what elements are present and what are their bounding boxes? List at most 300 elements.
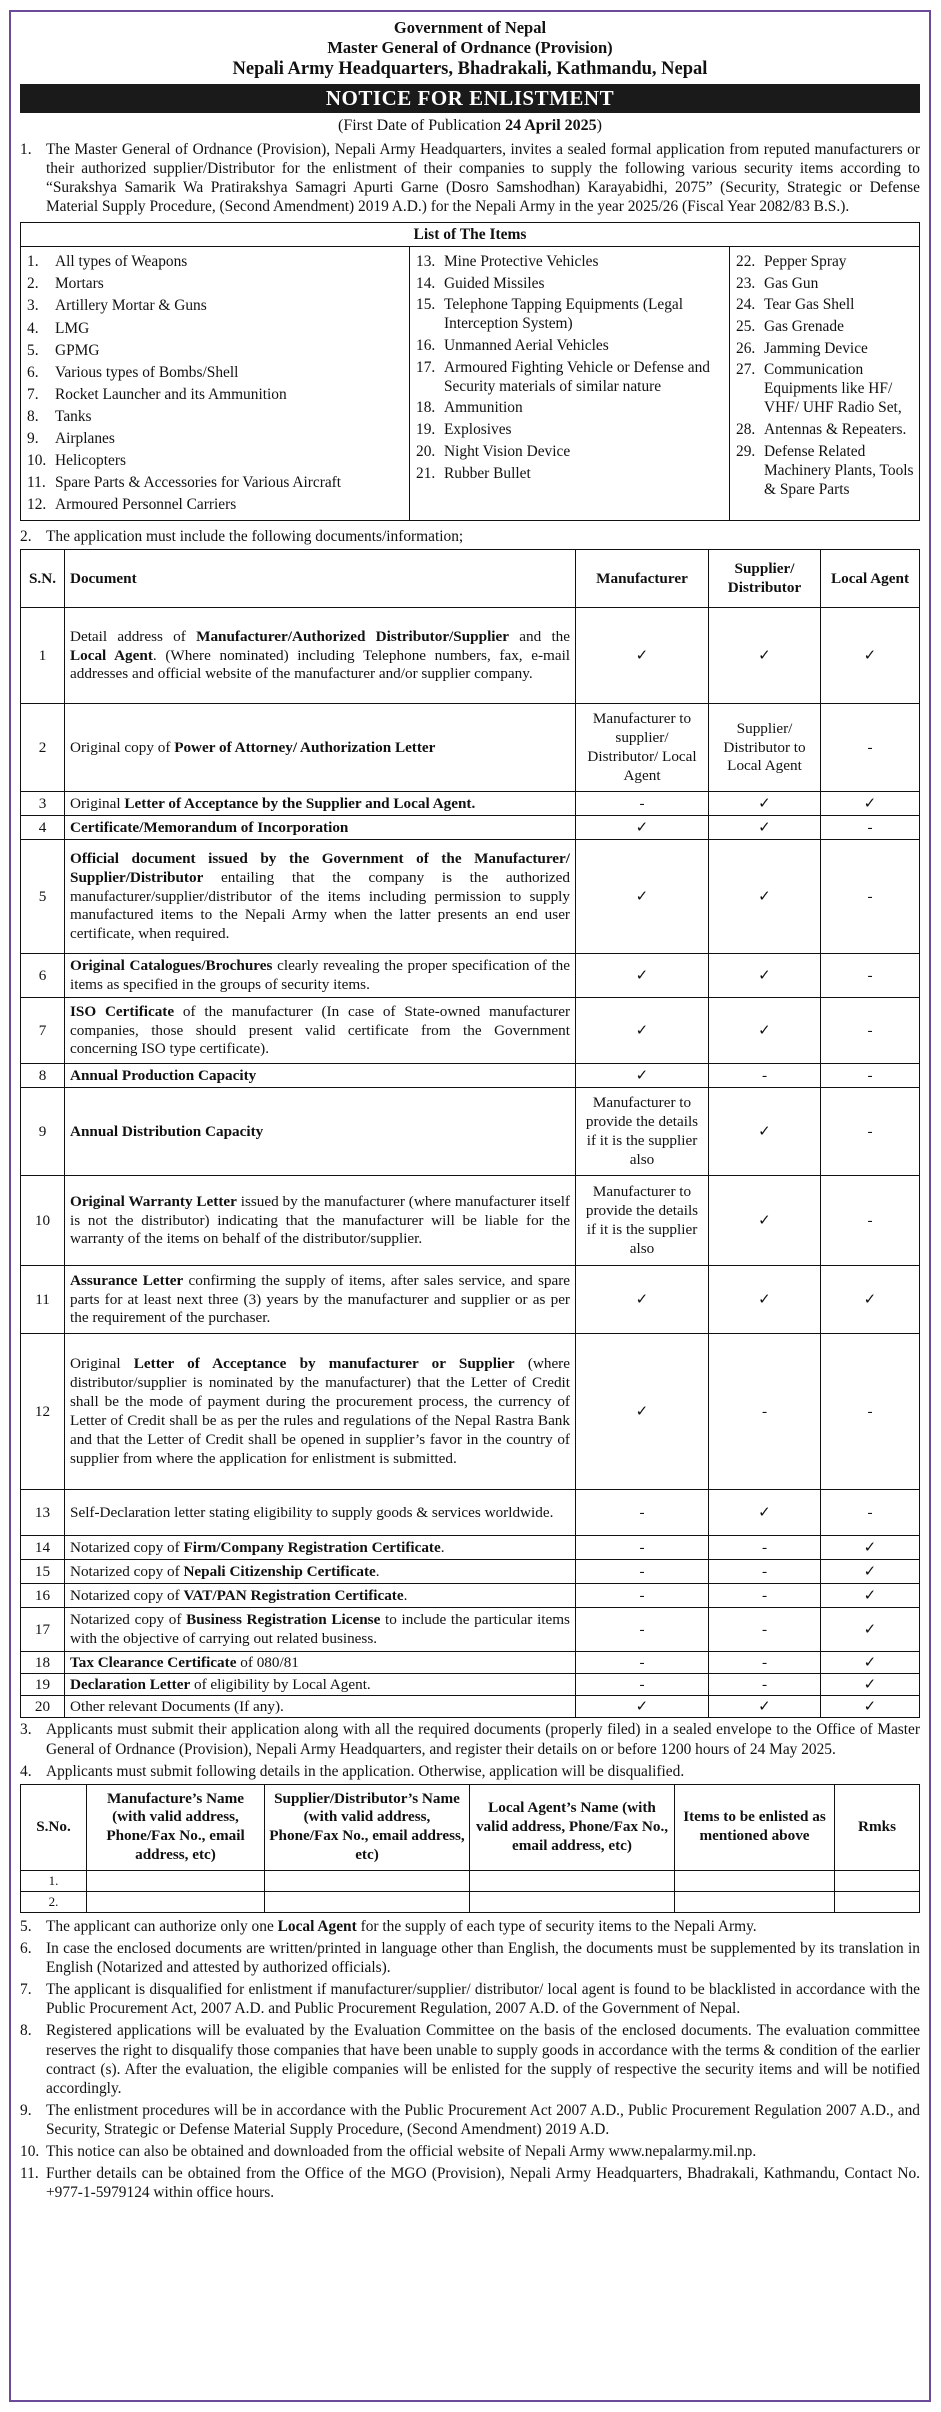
local-agent-requirement: - [821, 816, 920, 840]
publication-date: 24 April 2025 [505, 116, 597, 134]
item-entry [27, 407, 405, 426]
items-column-3 [729, 247, 919, 520]
document-row [21, 840, 920, 954]
item-number: 18. [416, 399, 436, 417]
manufacturer-requirement: Manufacturer to provide the details if it is the supplier also [576, 1088, 709, 1176]
paragraph-2 [20, 527, 920, 546]
row-document [65, 998, 576, 1064]
document-text: clearly revealing the proper specification of the items as specified in the groups of security items. [70, 957, 570, 993]
document-text: confirming the supply of items, after sales service, and spare parts for at least next three (3) years by the manufacturer and supplier or as per the requirement of the purchaser. [70, 1271, 570, 1327]
item-entry [736, 317, 915, 336]
paragraph-number: 5. [20, 1917, 32, 1935]
item-name: Communication Equipments like HF/ VHF/ UHF Radio Set, [764, 361, 902, 417]
local-agent-requirement: ✓ [821, 1674, 920, 1696]
local-agent-requirement: - [821, 1176, 920, 1266]
document-row [21, 1584, 920, 1608]
row-document [65, 1176, 576, 1266]
item-name: Gas Gun [764, 274, 819, 292]
details-blank-cell [675, 1870, 835, 1891]
row-sn: 5 [21, 840, 65, 954]
row-sn: 3 [21, 792, 65, 816]
supplier-requirement: ✓ [709, 792, 821, 816]
paragraph-text: The enlistment procedures will be in accordance with the Public Procurement Act 2007 A.D., Public Procurement Regulation 2007 A.D., and Security, Strategic or Defense Material Supply Procedure, (Second Amendment) 2019 A.D. [46, 2101, 920, 2138]
supplier-requirement: ✓ [709, 1696, 821, 1718]
supplier-requirement: ✓ [709, 954, 821, 998]
col-header-sn: S.N. [21, 550, 65, 608]
document-text: Annual Production Capacity [70, 1066, 257, 1084]
row-sn: 19 [21, 1674, 65, 1696]
document-text: ISO Certificate [70, 1002, 175, 1020]
local-agent-requirement: ✓ [821, 1536, 920, 1560]
document-text: . [375, 1562, 380, 1580]
publication-suffix: ) [596, 116, 602, 134]
paragraph-number: 3. [20, 1721, 32, 1739]
item-name: Tanks [55, 407, 92, 425]
col-header-supplier: Supplier/ Distributor [709, 550, 821, 608]
local-agent-requirement: ✓ [821, 1652, 920, 1674]
supplier-requirement: - [709, 1652, 821, 1674]
details-col-header: Manufacture’s Name (with valid address, Phone/Fax No., email address, etc) [87, 1784, 265, 1870]
supplier-requirement: ✓ [709, 816, 821, 840]
document-row [21, 816, 920, 840]
manufacturer-requirement: Manufacturer to provide the details if it is the supplier also [576, 1176, 709, 1266]
paragraph-number: 7. [20, 1981, 32, 1999]
document-text: . [440, 1538, 445, 1556]
office-title: Master General of Ordnance (Provision) [327, 38, 613, 58]
paragraph-1 [20, 140, 920, 216]
items-column-2 [409, 247, 729, 520]
item-entry [736, 360, 915, 417]
item-number: 7. [27, 385, 39, 403]
manufacturer-requirement: ✓ [576, 1266, 709, 1334]
manufacturer-requirement: - [576, 1584, 709, 1608]
manufacturer-requirement: ✓ [576, 816, 709, 840]
supplier-requirement: ✓ [709, 1088, 821, 1176]
row-sn: 14 [21, 1536, 65, 1560]
row-document [65, 792, 576, 816]
details-blank-cell [265, 1870, 470, 1891]
document-text: (where distributor/supplier is nominated by the manufacturer) that the Letter of Credit shall be the mode of payment during the procurement process, the currency of Letter of Credit shall be as per the rules and regulations of the Nepal Rastra Bank and that the Letter of Credit shall be opened in supplier’s favor in the country of supplier from where the application for enlistment is submitted. [70, 1355, 570, 1467]
local-agent-requirement: - [821, 1490, 920, 1536]
paragraph-text: In case the enclosed documents are written/printed in language other than English, the documents must be supplemented by its translation in English (Notarized and attested by authorized officials). [46, 1940, 920, 1977]
document-text: Other relevant Documents (If any). [70, 1697, 284, 1715]
item-number: 16. [416, 337, 436, 355]
item-number: 24. [736, 296, 756, 314]
details-row-sn: 2. [21, 1891, 87, 1912]
document-row [21, 1560, 920, 1584]
item-name: GPMG [55, 341, 100, 359]
item-name: Gas Grenade [764, 317, 844, 335]
item-entry [416, 442, 725, 461]
item-name: Jamming Device [764, 339, 868, 357]
items-list-title: List of The Items [21, 223, 919, 247]
details-blank-cell [835, 1870, 920, 1891]
document-row [21, 704, 920, 792]
item-entry [736, 252, 915, 271]
item-number: 19. [416, 421, 436, 439]
paragraph-number: 8. [20, 2022, 32, 2040]
row-sn: 17 [21, 1608, 65, 1652]
supplier-requirement: - [709, 1608, 821, 1652]
paragraph-9 [20, 2101, 920, 2139]
row-document [65, 1696, 576, 1718]
document-text: issued by the manufacturer (where manufacturer itself is not the distributor) indicating that the manufacturer will be liable for the warranty of the items on behalf of the distributor/supplier. [70, 1192, 570, 1248]
item-number: 26. [736, 339, 756, 357]
item-name: Tear Gas Shell [764, 296, 855, 314]
details-blank-cell [87, 1891, 265, 1912]
row-document [65, 1334, 576, 1490]
paragraph-number: 2. [20, 528, 32, 546]
local-agent-requirement: - [821, 704, 920, 792]
document-text: Letter of Acceptance by manufacturer or Supplier [133, 1355, 515, 1373]
item-entry [27, 363, 405, 382]
manufacturer-requirement: ✓ [576, 1696, 709, 1718]
documents-table [20, 549, 920, 1718]
row-sn: 13 [21, 1490, 65, 1536]
item-entry [416, 358, 725, 396]
document-row [21, 998, 920, 1064]
item-entry [736, 442, 915, 499]
item-number: 9. [27, 430, 39, 448]
local-agent-requirement: - [821, 1334, 920, 1490]
document-text: Nepali Citizenship Certificate [183, 1562, 376, 1580]
item-number: 4. [27, 319, 39, 337]
row-sn: 2 [21, 704, 65, 792]
item-number: 3. [27, 297, 39, 315]
row-sn: 18 [21, 1652, 65, 1674]
item-name: Telephone Tapping Equipments (Legal Interception System) [444, 296, 684, 333]
document-text: Original [70, 1355, 134, 1373]
supplier-requirement: Supplier/ Distributor to Local Agent [709, 704, 821, 792]
item-entry [736, 420, 915, 439]
document-text: Original [70, 794, 125, 812]
document-text: to include the particular items with the objective of carrying out related business. [70, 1611, 570, 1647]
row-sn: 11 [21, 1266, 65, 1334]
item-entry [416, 274, 725, 293]
document-row [21, 1176, 920, 1266]
details-row [21, 1891, 920, 1912]
document-text: Local Agent [70, 646, 153, 664]
item-number: 17. [416, 358, 436, 376]
manufacturer-requirement: ✓ [576, 954, 709, 998]
item-number: 6. [27, 363, 39, 381]
row-sn: 4 [21, 816, 65, 840]
item-entry [736, 339, 915, 358]
row-sn: 20 [21, 1696, 65, 1718]
item-number: 27. [736, 361, 756, 379]
local-agent-requirement: ✓ [821, 1608, 920, 1652]
document-text: Tax Clearance Certificate [70, 1653, 237, 1671]
document-row [21, 1608, 920, 1652]
supplier-requirement: ✓ [709, 840, 821, 954]
item-number: 2. [27, 275, 39, 293]
row-sn: 7 [21, 998, 65, 1064]
document-text: Annual Distribution Capacity [70, 1122, 264, 1140]
document-row [21, 1088, 920, 1176]
document-text: Notarized copy of [70, 1611, 187, 1629]
local-agent-requirement: - [821, 1064, 920, 1088]
details-col-header: Rmks [835, 1784, 920, 1870]
letterhead [20, 18, 920, 81]
details-col-header: Supplier/Distributor’s Name (with valid address, Phone/Fax No., email address, etc) [265, 1784, 470, 1870]
manufacturer-requirement: - [576, 1560, 709, 1584]
supplier-requirement: ✓ [709, 1176, 821, 1266]
document-text: Notarized copy of [70, 1586, 184, 1604]
manufacturer-requirement: - [576, 1608, 709, 1652]
document-text: . [403, 1586, 408, 1604]
document-row [21, 1490, 920, 1536]
item-entry [27, 495, 405, 514]
row-document [65, 954, 576, 998]
col-header-manufacturer: Manufacturer [576, 550, 709, 608]
item-entry [27, 252, 405, 271]
row-sn: 6 [21, 954, 65, 998]
supplier-requirement: - [709, 1560, 821, 1584]
item-entry [27, 319, 405, 338]
items-column-1 [21, 247, 409, 520]
details-blank-cell [470, 1891, 675, 1912]
notice-page [9, 10, 931, 2402]
item-number: 21. [416, 464, 436, 482]
document-text: Letter of Acceptance by the Supplier and Local Agent. [124, 794, 476, 812]
manufacturer-requirement: - [576, 792, 709, 816]
paragraph-number: 4. [20, 1762, 32, 1780]
row-document [65, 816, 576, 840]
local-agent-requirement: ✓ [821, 792, 920, 816]
item-name: All types of Weapons [55, 253, 188, 271]
item-name: Antennas & Repeaters. [764, 421, 907, 439]
paragraph-text: Registered applications will be evaluated by the Evaluation Committee on the basis of the enclosed documents. The evaluation committee reserves the right to disqualify those companies that have been unable to supply goods in accordance with the terms & condition of the earlier contract (s). After the evaluation, the eligible companies will be enlisted for the supply of respective the security items and will be notified accordingly. [46, 2022, 920, 2097]
document-text: Original copy of [70, 738, 175, 756]
document-text: Business Registration License [186, 1611, 381, 1629]
row-document [65, 1584, 576, 1608]
item-name: Mine Protective Vehicles [444, 252, 599, 270]
paragraph-text: Applicants must submit following details in the application. Otherwise, application will be disqualified. [46, 1762, 685, 1780]
applicant-details-table [20, 1784, 920, 1913]
supplier-requirement: ✓ [709, 1490, 821, 1536]
document-text: Self-Declaration letter stating eligibility to supply goods & services worldwide. [70, 1503, 554, 1521]
document-text: entailing that the company is the authorized manufacturer/supplier/distributor of the items including permission to supply manufactured items to the Nepali Army when the latter presents an end user certificate, when required. [70, 868, 570, 943]
item-entry [27, 385, 405, 404]
document-text: VAT/PAN Registration Certificate [183, 1586, 404, 1604]
item-number: 5. [27, 341, 39, 359]
item-entry [416, 398, 725, 417]
item-name: Armoured Personnel Carriers [55, 496, 237, 514]
local-agent-requirement: ✓ [821, 1696, 920, 1718]
paragraph-11 [20, 2164, 920, 2202]
supplier-requirement: ✓ [709, 608, 821, 704]
item-entry [736, 295, 915, 314]
paragraph-number: 11. [20, 2165, 39, 2183]
item-name: Explosives [444, 421, 512, 439]
local-agent-requirement: ✓ [821, 608, 920, 704]
item-number: 15. [416, 296, 436, 314]
document-row [21, 1266, 920, 1334]
document-text: Detail address of [70, 627, 197, 645]
local-agent-requirement: - [821, 998, 920, 1064]
row-document [65, 1536, 576, 1560]
row-document [65, 1674, 576, 1696]
government-title: Government of Nepal [393, 18, 547, 37]
local-agent-requirement: ✓ [821, 1266, 920, 1334]
document-text: Original Warranty Letter [70, 1192, 237, 1210]
paragraph-number: 6. [20, 1940, 32, 1958]
paragraph-text: This notice can also be obtained and downloaded from the official website of Nepali Army www.nepalarmy.mil.np. [46, 2143, 757, 2161]
item-name: Rocket Launcher and its Ammunition [55, 385, 287, 403]
item-name: Night Vision Device [444, 442, 571, 460]
paragraph-5 [20, 1917, 920, 1936]
row-sn: 9 [21, 1088, 65, 1176]
document-text: Notarized copy of [70, 1562, 184, 1580]
paragraph-3 [20, 1720, 920, 1758]
document-text: Official document issued by the Government of the Manufacturer/ Supplier/Distributor [70, 849, 570, 886]
item-number: 8. [27, 407, 39, 425]
item-number: 14. [416, 274, 436, 292]
col-header-local-agent: Local Agent [821, 550, 920, 608]
item-entry [416, 464, 725, 483]
supplier-requirement: - [709, 1674, 821, 1696]
details-blank-cell [675, 1891, 835, 1912]
item-entry [416, 252, 725, 271]
item-entry [27, 274, 405, 293]
row-document [65, 840, 576, 954]
row-document [65, 1608, 576, 1652]
item-name: Guided Missiles [444, 274, 545, 292]
document-row [21, 1536, 920, 1560]
paragraph-5-pre: The applicant can authorize only one [46, 1917, 278, 1935]
item-number: 1. [27, 253, 39, 271]
row-sn: 10 [21, 1176, 65, 1266]
item-number: 12. [27, 496, 47, 514]
row-sn: 12 [21, 1334, 65, 1490]
row-sn: 16 [21, 1584, 65, 1608]
publication-date-line [20, 116, 920, 136]
item-name: Ammunition [444, 399, 523, 417]
local-agent-requirement: - [821, 954, 920, 998]
row-document [65, 1088, 576, 1176]
details-blank-cell [87, 1870, 265, 1891]
items-list-box [20, 222, 920, 521]
supplier-requirement: - [709, 1334, 821, 1490]
item-entry [27, 341, 405, 360]
item-number: 23. [736, 274, 756, 292]
document-row [21, 1696, 920, 1718]
item-name: Airplanes [55, 430, 115, 448]
supplier-requirement: - [709, 1536, 821, 1560]
item-name: Defense Related Machinery Plants, Tools & Spare Parts [764, 442, 914, 499]
paragraph-5-post: for the supply of each type of security items to the Nepali Army. [356, 1917, 757, 1935]
manufacturer-requirement: ✓ [576, 608, 709, 704]
row-document [65, 1652, 576, 1674]
details-blank-cell [470, 1870, 675, 1891]
document-row [21, 1334, 920, 1490]
item-name: Mortars [55, 275, 104, 293]
document-row [21, 1652, 920, 1674]
document-text: of 080/81 [236, 1653, 299, 1671]
paragraph-8 [20, 2021, 920, 2097]
item-name: Helicopters [55, 452, 126, 470]
paragraph-4 [20, 1762, 920, 1781]
row-document [65, 1064, 576, 1088]
paragraph-number: 9. [20, 2101, 32, 2119]
col-header-document: Document [65, 550, 576, 608]
local-agent-requirement: ✓ [821, 1560, 920, 1584]
paragraph-6 [20, 1939, 920, 1977]
row-document [65, 1266, 576, 1334]
document-text: Declaration Letter [70, 1675, 191, 1693]
item-entry [27, 296, 405, 315]
details-col-header: S.No. [21, 1784, 87, 1870]
item-entry [736, 274, 915, 293]
row-sn: 15 [21, 1560, 65, 1584]
manufacturer-requirement: ✓ [576, 840, 709, 954]
local-agent-requirement: - [821, 1088, 920, 1176]
item-entry [27, 451, 405, 470]
item-number: 13. [416, 252, 436, 270]
manufacturer-requirement: ✓ [576, 1064, 709, 1088]
document-text: Assurance Letter [70, 1271, 184, 1289]
document-text: and the [509, 627, 571, 645]
document-text: Notarized copy of [70, 1538, 184, 1556]
supplier-requirement: - [709, 1064, 821, 1088]
headquarters-address: Nepali Army Headquarters, Bhadrakali, Kathmandu, Nepal [232, 59, 708, 80]
item-entry [27, 473, 405, 492]
details-row-sn: 1. [21, 1870, 87, 1891]
item-number: 25. [736, 317, 756, 335]
item-name: Spare Parts & Accessories for Various Aircraft [55, 474, 342, 492]
item-number: 29. [736, 442, 756, 460]
row-sn: 1 [21, 608, 65, 704]
supplier-requirement: ✓ [709, 998, 821, 1064]
manufacturer-requirement: ✓ [576, 998, 709, 1064]
document-row [21, 792, 920, 816]
document-text: . (Where nominated) including Telephone numbers, fax, e-mail addresses and official website of the manufacturer and/or supplier company. [70, 646, 571, 683]
notice-banner: NOTICE FOR ENLISTMENT [20, 84, 920, 113]
local-agent-requirement: - [821, 840, 920, 954]
item-name: Armoured Fighting Vehicle or Defense and Security materials of similar nature [444, 358, 710, 395]
paragraph-7 [20, 1980, 920, 2018]
document-row [21, 1674, 920, 1696]
item-name: Rubber Bullet [444, 464, 531, 482]
paragraph-text: The Master General of Ordnance (Provision), Nepali Army Headquarters, invites a sealed formal application from reputed manufacturers or their authorized supplier/Distributor for the enlistment of their companies to supply the following various security items according to “Surakshya Samarik Wa Pratirakshya Samagri Apurti Garne (Dosro Samshodhan) Karayabidhi, 2075” (Security, Strategic or Defense Material Supply Procedure, (Second Amendment) 2019 A.D.) for the Nepali Army in the year 2025/26 (Fiscal Year 2082/83 B.S.). [46, 140, 920, 215]
document-row [21, 954, 920, 998]
document-text: Firm/Company Registration Certificate [183, 1538, 441, 1556]
paragraph-text: The applicant is disqualified for enlistment if manufacturer/supplier/ distributor/ local agent is found to be blacklisted in accordance with the Public Procurement Act, 2007 A.D. and Public Procurement Regulation, 2007 A.D. of the Government of Nepal. [46, 1981, 920, 2018]
document-text: of the manufacturer (In case of State-owned manufacturer companies, those should present valid certificate from the Government concerning ISO type certificate). [70, 1002, 570, 1058]
document-row [21, 608, 920, 704]
item-name: Various types of Bombs/Shell [55, 363, 239, 381]
details-col-header: Local Agent’s Name (with valid address, Phone/Fax No., email address, etc) [470, 1784, 675, 1870]
item-number: 28. [736, 421, 756, 439]
item-number: 10. [27, 452, 47, 470]
local-agent-emphasis: Local Agent [277, 1917, 357, 1935]
details-blank-cell [835, 1891, 920, 1912]
item-number: 20. [416, 442, 436, 460]
row-document [65, 704, 576, 792]
item-entry [416, 295, 725, 333]
local-agent-requirement: ✓ [821, 1584, 920, 1608]
details-row [21, 1870, 920, 1891]
manufacturer-requirement: - [576, 1490, 709, 1536]
manufacturer-requirement: Manufacturer to supplier/ Distributor/ Local Agent [576, 704, 709, 792]
publication-prefix: (First Date of Publication [338, 116, 506, 134]
item-name: Unmanned Aerial Vehicles [444, 337, 609, 355]
document-text: Power of Attorney/ Authorization Letter [174, 738, 436, 756]
item-name: LMG [55, 319, 90, 337]
item-entry [416, 420, 725, 439]
row-document [65, 1490, 576, 1536]
manufacturer-requirement: ✓ [576, 1334, 709, 1490]
